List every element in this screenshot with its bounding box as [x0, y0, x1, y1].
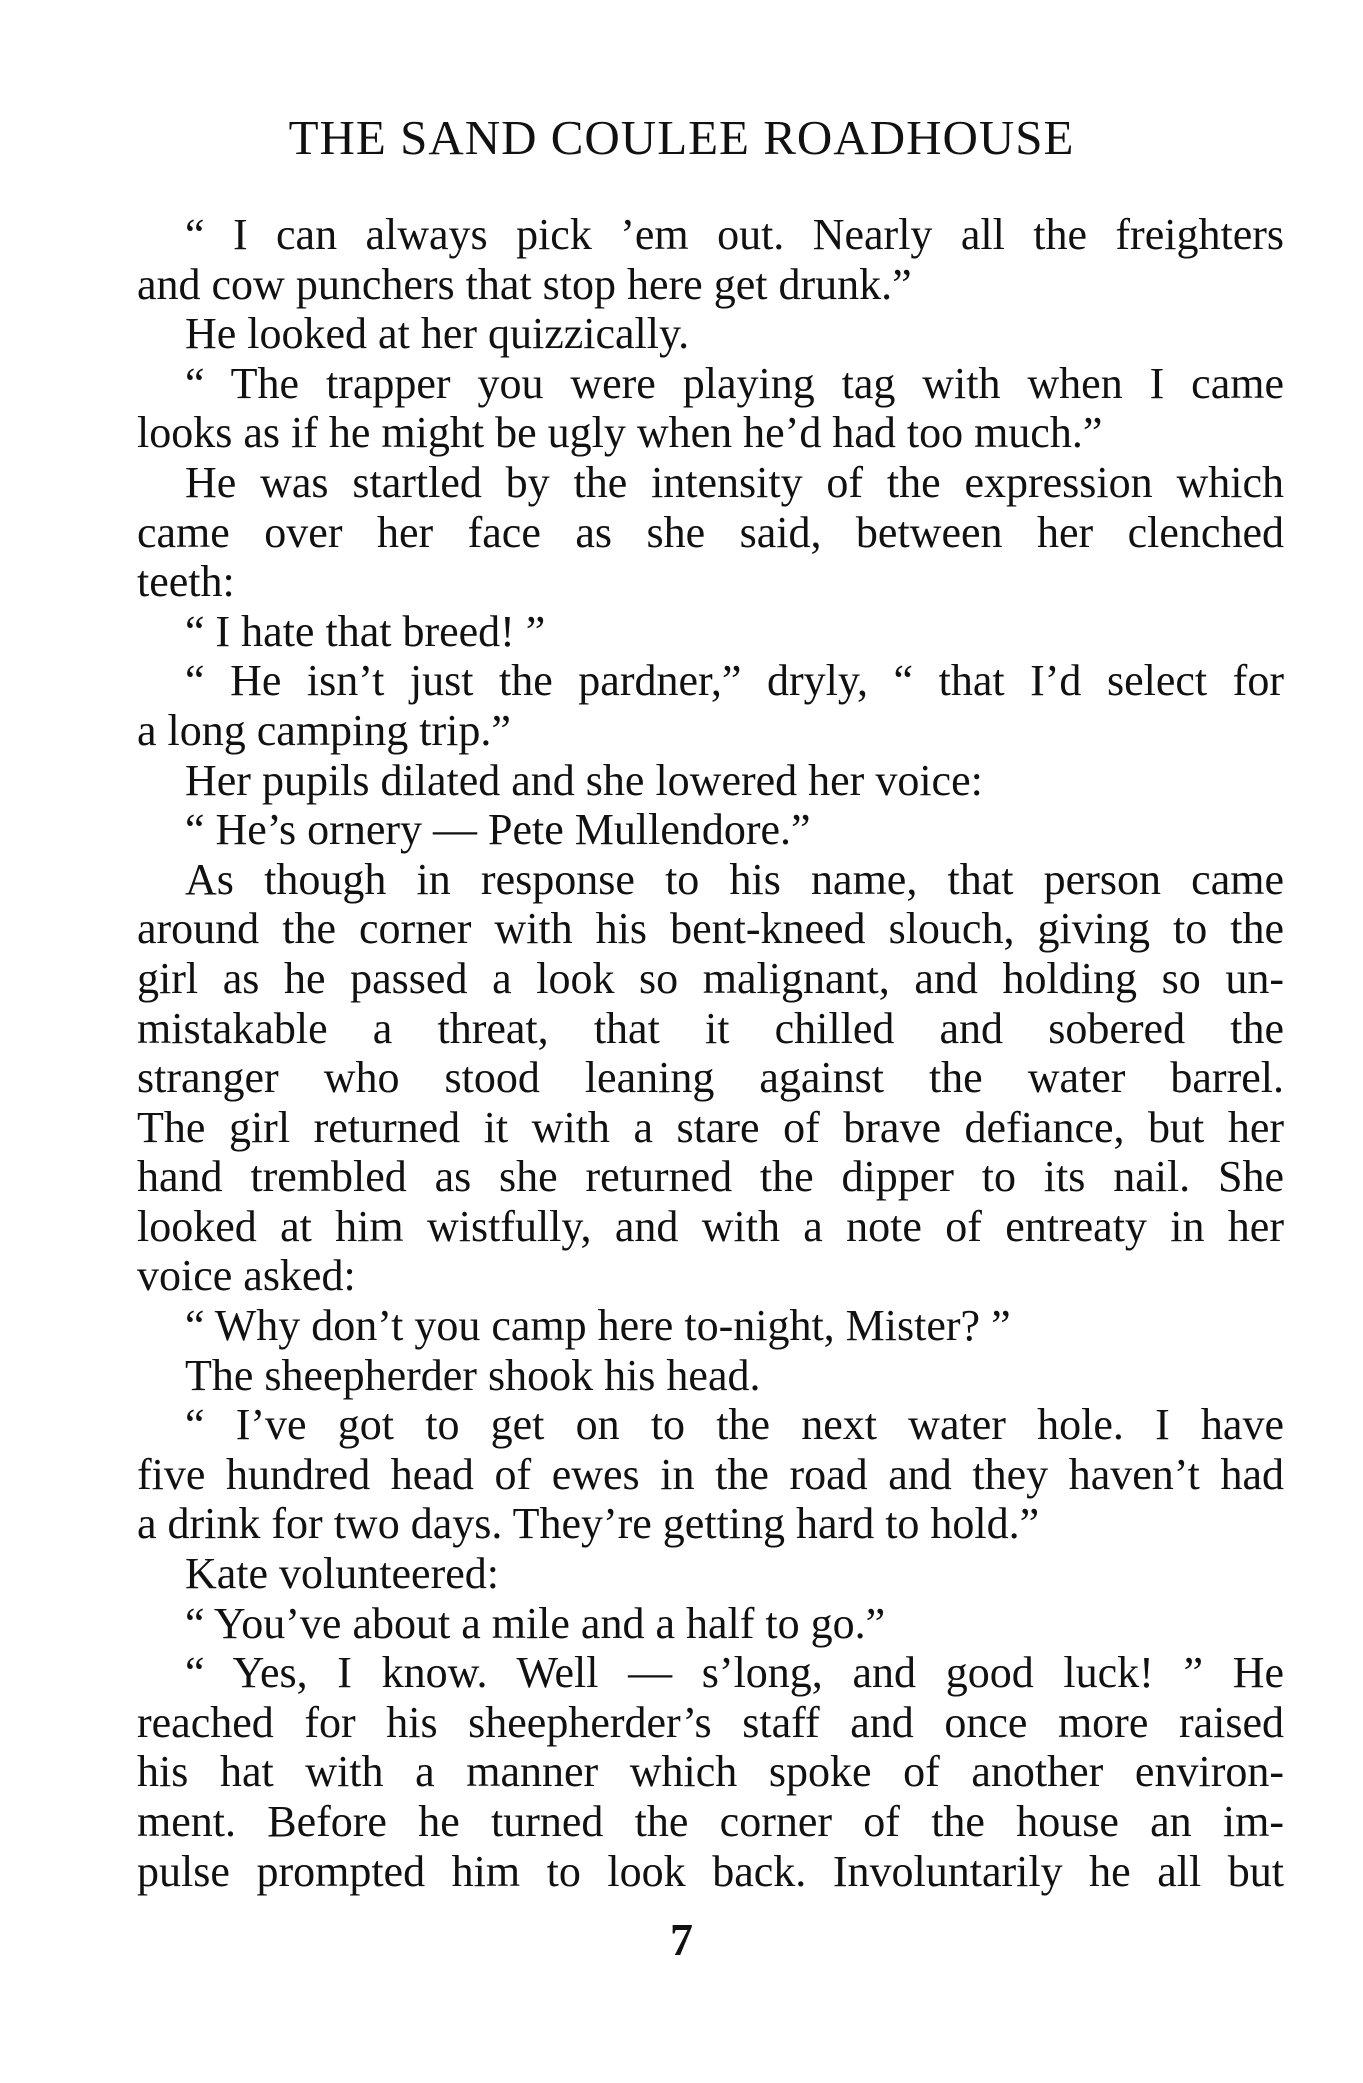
body-text [137, 210, 1284, 1896]
text-line: mistakable a threat, that it chilled and sobered the [137, 1003, 1284, 1053]
text-line: a long camping trip.” [137, 705, 511, 755]
text-line: He was startled by the intensity of the expression which [185, 457, 1284, 507]
text-line: girl as he passed a look so malignant, and holding so un- [137, 953, 1284, 1003]
text-line: The girl returned it with a stare of brave defiance, but her [137, 1102, 1284, 1152]
text-line: “ I can always pick ’em out. Nearly all the freighters [185, 210, 1284, 259]
running-header: THE SAND COULEE ROADHOUSE [288, 110, 1075, 165]
text-line: “ I hate that breed! ” [185, 606, 546, 656]
text-line: and cow punchers that stop here get drunk.” [137, 259, 912, 309]
text-line: Her pupils dilated and she lowered her voice: [185, 755, 983, 805]
text-line: “ Why don’t you camp here to-night, Mister? ” [185, 1301, 1011, 1351]
text-line: looked at him wistfully, and with a note of entreaty in her [137, 1201, 1284, 1251]
text-line: a drink for two days. They’re getting hard to hold.” [137, 1499, 1040, 1549]
text-line: “ The trapper you were playing tag with when I came [185, 358, 1284, 408]
text-line: “ He’s ornery — Pete Mullendore.” [185, 805, 811, 855]
text-line: looks as if he might be ugly when he’d had too much.” [137, 408, 1103, 458]
text-line: “ You’ve about a mile and a half to go.” [185, 1598, 886, 1648]
text-line: voice asked: [137, 1251, 356, 1301]
page-number: 7 [670, 1914, 693, 1965]
text-line: As though in response to his name, that person came [185, 854, 1284, 904]
text-line: pulse prompted him to look back. Involuntarily he all but [137, 1846, 1284, 1896]
text-line: “ Yes, I know. Well — s’long, and good luck! ” He [185, 1648, 1284, 1698]
text-line: He looked at her quizzically. [185, 309, 690, 359]
text-line: five hundred head of ewes in the road and they haven’t had [137, 1449, 1284, 1499]
text-line: hand trembled as she returned the dipper to its nail. She [137, 1152, 1284, 1202]
text-line: ment. Before he turned the corner of the house an im- [137, 1797, 1284, 1846]
text-line: came over her face as she said, between her clenched [137, 507, 1284, 557]
text-line: Kate volunteered: [185, 1549, 499, 1599]
text-line: teeth: [137, 557, 235, 607]
text-line: around the corner with his bent-kneed slouch, giving to the [137, 904, 1284, 954]
text-line: his hat with a manner which spoke of another environ- [137, 1747, 1284, 1797]
text-line: reached for his sheepherder’s staff and once more raised [137, 1697, 1284, 1747]
text-line: The sheepherder shook his head. [185, 1350, 761, 1400]
text-line: stranger who stood leaning against the water barrel. [137, 1053, 1284, 1103]
text-line: “ He isn’t just the pardner,” dryly, “ that I’d select for [185, 656, 1284, 706]
text-line: “ I’ve got to get on to the next water hole. I have [185, 1400, 1284, 1450]
